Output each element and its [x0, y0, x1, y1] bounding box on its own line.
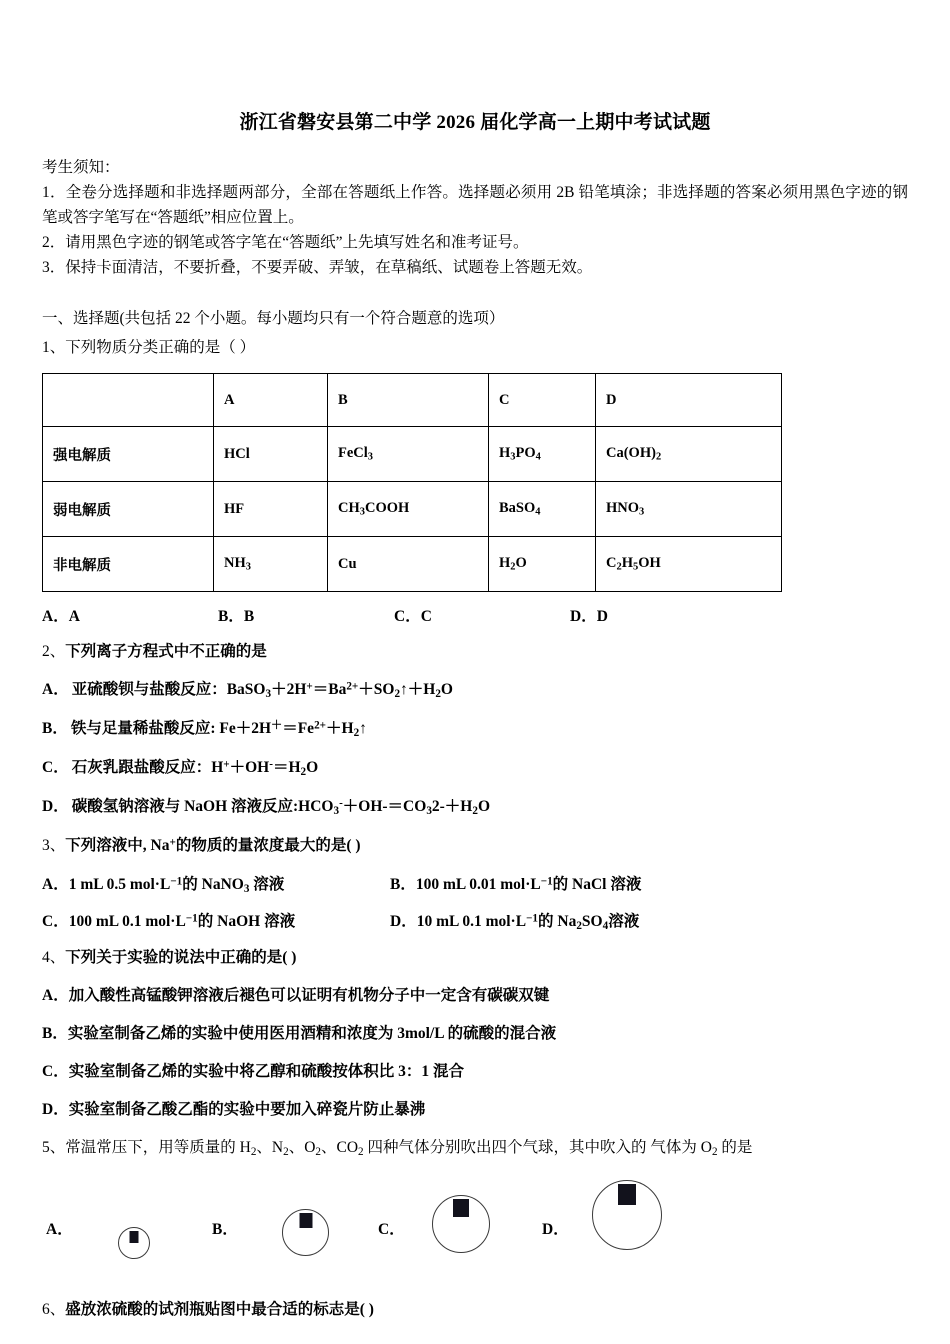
- candidate-notice-block: [42, 155, 908, 281]
- formula-cell: HF: [214, 482, 328, 537]
- question-1-stem: [42, 336, 908, 361]
- balloon-figure-a: [118, 1227, 150, 1271]
- notice-heading: 考生须知：: [42, 158, 120, 176]
- balloon-label-a: A．: [46, 1221, 73, 1239]
- question-4-option-c[interactable]: C．实验室制备乙烯的实验中将乙醇和硫酸按体积比 3：1 混合: [42, 1063, 464, 1081]
- balloon-neck: [130, 1231, 139, 1243]
- formula-cell: $Ca(OH)_2$: [596, 427, 782, 482]
- balloon-neck: [453, 1199, 469, 1217]
- balloon-label-c: C．: [378, 1221, 405, 1239]
- option-b[interactable]: B．B: [218, 608, 255, 626]
- option-d[interactable]: D．10 mL 0.1 $mol\cdot L^{-1}$的 $Na_2SO_4$溶液: [390, 912, 640, 932]
- notice-line-1: 1．全卷分选择题和非选择题两部分，全部在答题纸上作答。选择题必须用 2B 铅笔填涂；非选择题的答案必须用黑色字迹的钢笔或答字笔写在“答题纸”相应位置上。: [42, 183, 908, 227]
- question-1-options: [42, 604, 908, 626]
- balloon-label-d: D．: [542, 1221, 569, 1239]
- table-row: [43, 537, 782, 592]
- balloon-label-b: B．: [212, 1221, 238, 1239]
- formula-cell: HCl: [214, 427, 328, 482]
- question-3-number: 3、: [42, 837, 66, 855]
- question-4-option-a[interactable]: A．加入酸性高锰酸钾溶液后褪色可以证明有机物分子中一定含有碳碳双键: [42, 987, 550, 1004]
- option-b[interactable]: B．100 mL 0.01 $mol\cdot L^{-1}$的 NaCl 溶液: [390, 875, 642, 894]
- formula-cell: $HNO_3$: [596, 482, 782, 537]
- page-title: 浙江省磐安县第二中学 2026 届化学高一上期中考试试题: [239, 112, 711, 133]
- balloon-figure-b: [282, 1209, 329, 1271]
- option-text: 碳酸氢钠溶液与 NaOH 溶液反应$:HCO_3^-+OH-=CO_32-+H_2O$: [71, 797, 490, 818]
- formula-cell: $H_3PO_4$: [489, 427, 596, 482]
- question-3-stem: [42, 834, 908, 858]
- option-text: 亚硫酸钡与盐酸反应：$BaSO_3+2H^+=Ba^{2+}+SO_2↑+H_2O$: [71, 680, 453, 700]
- question-4-number: 4、: [42, 948, 66, 966]
- classification-table: [42, 373, 782, 592]
- question-6-text: 盛放浓硫酸的试剂瓶贴图中最合适的标志是( ): [65, 1301, 374, 1319]
- option-label: C．: [42, 759, 69, 777]
- question-5-stem: [42, 1136, 908, 1161]
- table-header-cell-b: B: [328, 374, 489, 427]
- option-text: 铁与足量稀盐酸反应: $Fe+2H^+=Fe^{2+}+H_2↑$: [70, 719, 367, 739]
- row-label: 弱电解质: [43, 482, 214, 537]
- row-label: 非电解质: [43, 537, 214, 592]
- question-2-option-b[interactable]: [42, 717, 908, 742]
- option-text: 石灰乳跟盐酸反应：$H^++OH^-=H_2O$: [71, 758, 319, 779]
- table-header-cell-blank: [43, 374, 214, 427]
- question-5-number: 5、: [42, 1139, 66, 1157]
- question-1-text: 下列物质分类正确的是（ ）: [65, 339, 256, 357]
- section-heading: 一、选择题(共包括 22 个小题。每小题均只有一个符合题意的选项）: [42, 310, 505, 328]
- formula-cell: FeCl$_3$: [328, 427, 489, 482]
- notice-line-2: 2．请用黑色字迹的钢笔或答字笔在“答题纸”上先填写姓名和准考证号。: [42, 234, 529, 252]
- question-2-text: 下列离子方程式中不正确的是: [65, 643, 267, 661]
- question-3-options-row-1: [42, 872, 908, 895]
- row-label: 强电解质: [43, 427, 214, 482]
- question-2-option-d[interactable]: [42, 795, 908, 820]
- table-header-cell-c: C: [489, 374, 596, 427]
- table-header-cell-a: A: [214, 374, 328, 427]
- question-5-balloon-figures: [42, 1171, 908, 1275]
- table-header-cell-d: D: [596, 374, 782, 427]
- question-3-text: 下列溶液中, Na+的物质的量浓度最大的是( ): [65, 836, 361, 855]
- question-5-text: 常温常压下，用等质量的 $H_2$、$N_2$、$O_2$、$CO_2$ 四种气体分别吹出四个气球，其中吹入的 气体为 $O_2$ 的是: [65, 1139, 753, 1158]
- option-c[interactable]: C．C: [394, 608, 432, 626]
- option-a[interactable]: A．A: [42, 608, 80, 626]
- balloon-neck: [618, 1184, 636, 1205]
- option-label: A．: [42, 681, 69, 699]
- question-2-stem: [42, 640, 908, 664]
- formula-cell: $NH_3$: [214, 537, 328, 592]
- formula-cell: $C_2H_5OH$: [596, 537, 782, 592]
- balloon-neck: [299, 1213, 312, 1228]
- formula-cell: BaSO$_4$: [489, 482, 596, 537]
- option-label: D．: [42, 798, 69, 816]
- formula-cell: $CH_3COOH$: [328, 482, 489, 537]
- question-1-number: 1、: [42, 339, 66, 357]
- option-c[interactable]: C．100 mL 0.1 $mol\cdot L^{-1}$的 NaOH 溶液: [42, 912, 296, 931]
- question-2-option-c[interactable]: [42, 756, 908, 781]
- question-4-option-b[interactable]: B．实验室制备乙烯的实验中使用医用酒精和浓度为 3mol/L 的硫酸的混合液: [42, 1025, 557, 1043]
- notice-line-3: 3．保持卡面清洁，不要折叠，不要弄破、弄皱，在草稿纸、试题卷上答题无效。: [42, 259, 593, 277]
- option-label: B．: [42, 720, 68, 738]
- table-row: [43, 427, 782, 482]
- question-3-options-row-2: [42, 909, 908, 932]
- question-6-number: 6、: [42, 1301, 66, 1319]
- question-6-stem: [42, 1297, 908, 1319]
- classification-table-body: [43, 374, 782, 592]
- question-2-option-a[interactable]: [42, 678, 908, 703]
- formula-cell: $H_2O$: [489, 537, 596, 592]
- question-4-text: 下列关于实验的说法中正确的是( ): [65, 948, 297, 966]
- table-header-row: [43, 374, 782, 427]
- formula-cell: Cu: [328, 537, 489, 592]
- option-a[interactable]: A．1 mL 0.5 $mol\cdot L^{-1}$的 NaNO$_3$ 溶液: [42, 875, 285, 896]
- balloon-figure-c: [432, 1195, 490, 1271]
- balloon-figure-d: [592, 1180, 662, 1271]
- question-4-stem: [42, 946, 908, 970]
- table-row: [43, 482, 782, 537]
- question-4-option-d[interactable]: D．实验室制备乙酸乙酯的实验中要加入碎瓷片防止暴沸: [42, 1101, 426, 1119]
- option-d[interactable]: D．D: [570, 608, 608, 626]
- question-2-number: 2、: [42, 643, 66, 661]
